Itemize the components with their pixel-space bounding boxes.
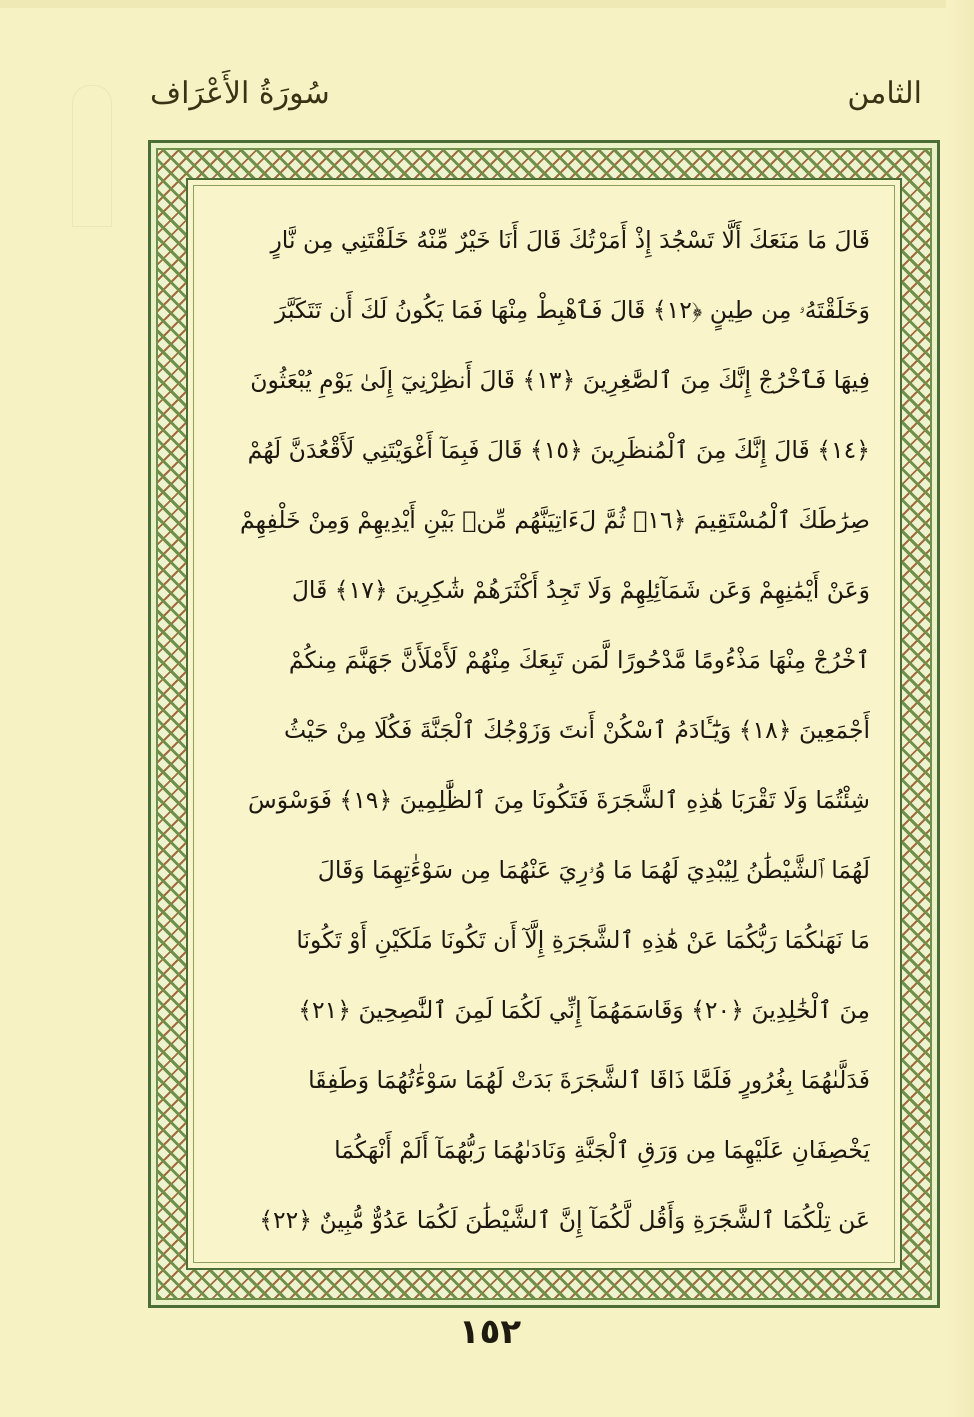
juz-name-header: الثامن — [847, 76, 922, 111]
text-line-14: يَخْصِفَانِ عَلَيْهِمَا مِن وَرَقِ ٱلْجَنَّةِ وَنَادَىٰهُمَا رَبُّهُمَآ أَلَمْ أَنْهَكُمَا — [334, 1136, 870, 1164]
text-line-4: ﴿١٤﴾ قَالَ إِنَّكَ مِنَ ٱلْمُنظَرِينَ ﴿١٥﴾ قَالَ فَبِمَآ أَغْوَيْتَنِي لَأَقْعُدَنَّ لَهُمْ — [247, 436, 870, 464]
text-line-2: وَخَلَقْتَهُۥ مِن طِينٍ ﴿١٢﴾ قَالَ فَٱهْبِطْ مِنْهَا فَمَا يَكُونُ لَكَ أَن تَتَكَبَّرَ — [274, 296, 870, 324]
text-line-11: مَا نَهَىٰكُمَا رَبُّكُمَا عَنْ هَٰذِهِ ٱلشَّجَرَةِ إِلَّآ أَن تَكُونَا مَلَكَيْنِ أَوْ تَكُونَا — [296, 926, 870, 954]
text-line-12: مِنَ ٱلْخَٰلِدِينَ ﴿٢٠﴾ وَقَاسَمَهُمَآ إِنِّي لَكُمَا لَمِنَ ٱلنَّٰصِحِينَ ﴿٢١﴾ — [298, 996, 870, 1024]
text-line-1: قَالَ مَا مَنَعَكَ أَلَّا تَسْجُدَ إِذْ أَمَرْتُكَ قَالَ أَنَا خَيْرٌ مِّنْهُ خَلَقْتَنِي مِن نَّارٍ — [270, 226, 870, 254]
text-line-7: ٱخْرُجْ مِنْهَا مَذْءُومًا مَّدْحُورًا لَّمَن تَبِعَكَ مِنْهُمْ لَأَمْلَأَنَّ جَهَنَّمَ مِنكُمْ — [288, 646, 870, 674]
text-panel — [186, 178, 902, 1270]
text-line-3: فِيهَا فَٱخْرُجْ إِنَّكَ مِنَ ٱلصَّٰغِرِينَ ﴿١٣﴾ قَالَ أَنظِرْنِيٓ إِلَىٰ يَوْمِ يُبْعَثُونَ — [250, 366, 870, 394]
text-line-6: وَعَنْ أَيْمَٰنِهِمْ وَعَن شَمَآئِلِهِمْ وَلَا تَجِدُ أَكْثَرَهُمْ شَٰكِرِينَ ﴿١٧﴾ قَالَ — [291, 576, 870, 604]
text-line-9: شِئْتُمَا وَلَا تَقْرَبَا هَٰذِهِ ٱلشَّجَرَةَ فَتَكُونَا مِنَ ٱلظَّٰلِمِينَ ﴿١٩﴾ فَوَسْوَسَ — [248, 786, 870, 814]
page-number: ١٥٢ — [458, 1312, 522, 1352]
text-line-13: فَدَلَّىٰهُمَا بِغُرُورٍ فَلَمَّا ذَاقَا ٱلشَّجَرَةَ بَدَتْ لَهُمَا سَوْءَٰتُهُمَا وَطَفِقَا — [308, 1066, 870, 1094]
text-line-10: لَهُمَا ٱلشَّيْطَٰنُ لِيُبْدِيَ لَهُمَا مَا وُۥرِيَ عَنْهُمَا مِن سَوْءَٰتِهِمَا وَقَالَ — [317, 856, 870, 884]
page-binding-edge — [946, 0, 974, 1417]
text-line-5: صِرَٰطَكَ ٱلْمُسْتَقِيمَ ﴿١٦﴾ ثُمَّ لَءَاتِيَنَّهُم مِّنۢ بَيْنِ أَيْدِيهِمْ وَمِنْ خَلْفِهِمْ — [239, 506, 870, 534]
text-line-15: عَن تِلْكُمَا ٱلشَّجَرَةِ وَأَقُل لَّكُمَآ إِنَّ ٱلشَّيْطَٰنَ لَكُمَا عَدُوٌّ مُّبِينٌ ﴿٢٢﴾ — [259, 1206, 870, 1234]
text-line-8: أَجْمَعِينَ ﴿١٨﴾ وَيَٰٓـَٔادَمُ ٱسْكُنْ أَنتَ وَزَوْجُكَ ٱلْجَنَّةَ فَكُلَا مِنْ حَيْثُ — [284, 716, 870, 744]
show-through-ornament — [72, 85, 112, 227]
page-top-strip — [0, 0, 974, 8]
surah-name-header: سُورَةُ الأَعْرَاف — [150, 76, 330, 111]
